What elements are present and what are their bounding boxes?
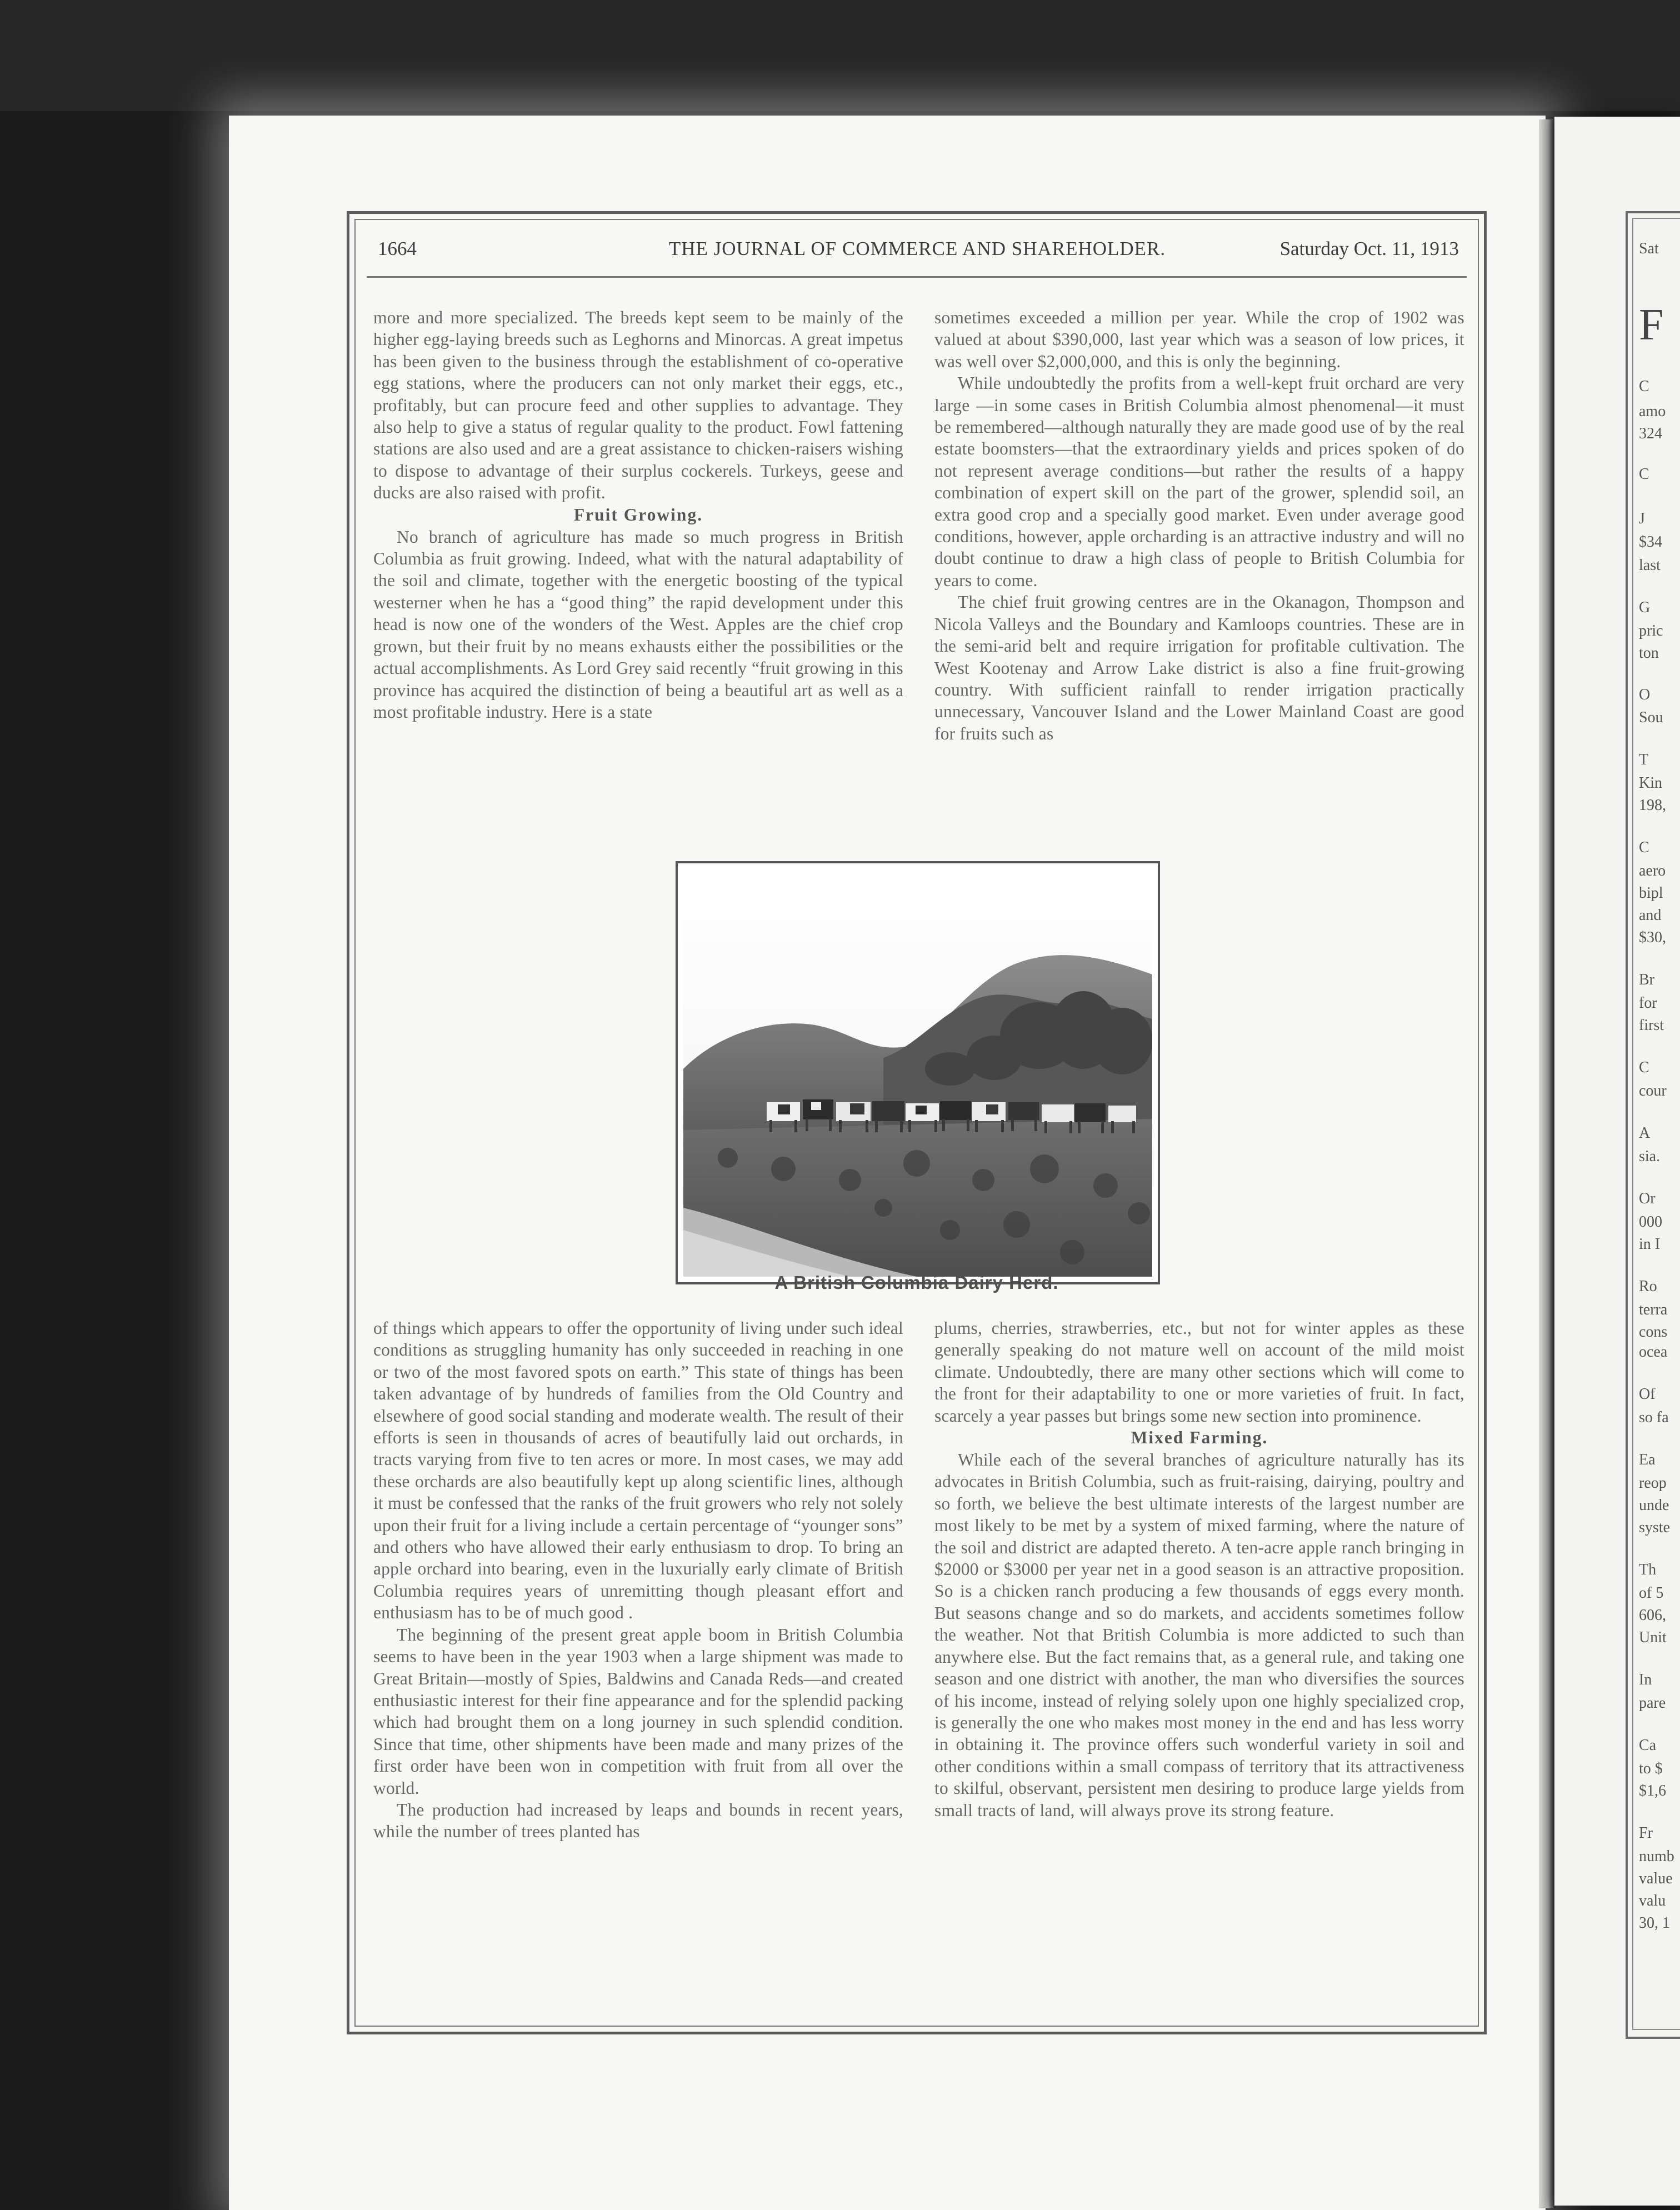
next-page-fragment: sia. [1639,1148,1661,1165]
next-page-fragment: C [1639,466,1649,483]
next-page-fragment: C [1639,1059,1649,1076]
next-page-fragment: Of [1639,1386,1656,1403]
next-page-fragment: Ca [1639,1737,1657,1754]
paragraph: more and more specialized. The breeds kept seem to be mainly of the higher egg-laying breeds such as Leghorns and Minorcas. A great impetus has been given to the business through the establishment of co-operative egg stations, where the producers can not only market their eggs, etc., profitably, but can procure feed and other supplies to advantage. They also help to give a status of regular quality to the product. Fowl fattening stations are also used and are a great assistance to chicken-raisers wishing to dispose to advantage of their surplus cockerels. Turkeys, geese and ducks are also raised with profit. [373,308,903,503]
scan-background [0,0,1680,111]
next-page-fragment: 324 [1639,425,1662,442]
next-page-fragment: for [1639,994,1657,1012]
dairy-herd-photo-image [683,869,1152,1277]
next-page-fragment: $34 [1639,533,1662,551]
next-page-fragment: reop [1639,1474,1667,1492]
paragraph: The production had increased by leaps and bounds in recent years, while the number of trees planted has [373,1799,903,1842]
section-heading-fruit-growing: Fruit Growing. [573,504,703,524]
next-page-fragment: valu [1639,1892,1666,1909]
next-page-fragment: A [1639,1124,1651,1142]
next-page-fragment: in I [1639,1236,1661,1253]
next-page-fragment: F [1639,301,1664,349]
next-page-fragment: Sat [1639,240,1659,257]
next-page-fragment: Th [1639,1561,1657,1578]
photo-dairy-herd [676,861,1160,1284]
next-page-fragment: Sou [1639,709,1663,726]
paragraph: The chief fruit growing centres are in the Okanagon, Thompson and Nicola Valleys and the Boundary and Kamloops countries. These are in the semi-arid belt and require irrigation for profitable cultivation. The West Kootenay and Arrow Lake district is also a fine fruit-growing country. With sufficient rainfall to render irrigation practically unnecessary, Vancouver Island and the Lower Mainland Coast are good for fruits such as [934,592,1464,743]
photo-caption: A British Columbia Dairy Herd. [774,1272,1059,1293]
next-page-fragment: Br [1639,971,1654,988]
next-page-fragment: aero [1639,862,1666,879]
next-page-fragment: T [1639,751,1649,768]
next-page-fragment: 30, 1 [1639,1914,1670,1932]
adjacent-page-frame-inner [1632,218,1680,2030]
publication-title: THE JOURNAL OF COMMERCE AND SHAREHOLDER. [668,238,1166,259]
paragraph: plums, cherries, strawberries, etc., but not for winter apples as these generally speaking do not mature well on account of the mild moist climate. Undoubtedly, there are many other sections which will come to the front for their adaptability to one or more varieties of fruit. In fact, scarcely a year passes but brings some new section into prominence. [934,1318,1464,1426]
section-heading-mixed-farming: Mixed Farming. [1131,1428,1268,1448]
next-page-fragment: pric [1639,622,1663,639]
paragraph: No branch of agriculture has made so much progress in British Columbia as fruit growing. Indeed, what with the natural adaptability of the soil and climate, together with the energetic boosting of the typical westerner when he has a “good thing” the rapid development under this head is now one of the wonders of the West. Apples are the chief crop grown, but their fruit by no means exhausts either the possibilities or the actual accomplishments. As Lord Grey said recently “fruit growing in this province has acquired the distinction of being a beautiful art as well as a most profitable industry. Here is a state [373,527,903,722]
next-page-fragment: 000 [1639,1213,1662,1231]
paragraph: of things which appears to offer the opportunity of living under such ideal conditions as struggling humanity has only succeeded in reaching in one or two of the most favored spots on earth.” This state of things has been taken advantage of by hundreds of families from the Old Country and elsewhere of good social standing and moderate wealth. The result of their efforts is seen in thousands of acres of beautifully laid out orchards, in tracts varying from five to ten acres or more. In most cases, we may add these orchards are also beautifully kept up along scientific lines, although it must be confessed that the ranks of the fruit growers who rely not solely upon their fruit for a living include a certain percentage of “younger sons” and others who have allowed their early enthusiasm to drop. To bring an apple orchard into bearing, even in the luxurially early climate of British Columbia requires years of unremitting though pleasant effort and enthusiasm has to be of much good . [373,1318,903,1623]
paragraph: sometimes exceeded a million per year. While the crop of 1902 was valued at about $390,000, last year which was a season of low prices, it was well over $2,000,000, and this is only the beginning. [934,308,1464,371]
running-header [376,238,1459,271]
next-page-fragment: 606, [1639,1607,1666,1624]
paragraph: While undoubtedly the profits from a well-kept fruit orchard are very large —in some cases in British Columbia almost phenomenal—it must be remembered—although naturally they are made good use of by the real estate boomsters—that the extraordinary yields and prices spoken of do not represent average conditions—but rather the results of a happy combination of expert skill on the part of the grower, splendid soil, an extra good crop and a specially good market. Even under average good conditions, however, apple orcharding is an attractive industry and will no doubt continue to draw a high class of people to British Columbia for years to come. [934,373,1464,590]
paragraph: While each of the several branches of agriculture naturally has its advocates in British Columbia, such as fruit-raising, dairying, poultry and so forth, we believe the best ultimate interests of the largest number are most likely to be met by a system of mixed farming, where the nature of the soil and district are adapted thereto. A ten-acre apple ranch bringing in $2000 or $3000 per year net in a good season is an attractive proposition. So is a chicken ranch producing a few thousands of eggs every month. But seasons change and so do markets, and accidents sometimes follow the weather. Not that British Columbia is more addicted to such than anywhere else. But the fact remains that, as a general rule, and taking one season and one district with another, the man who diversifies the sources of his income, instead of relying solely upon one highly specialized crop, is generally the one who makes most money in the end and has less worry in obtaining it. The province offers such wonderful variety in soil and other conditions within a small compass of territory that its attractiveness to skilful, observant, persistent men desiring to produce large yields from small tracts of land, will always prove its strong feature. [934,1450,1464,1820]
next-page-fragment: 198, [1639,797,1666,814]
next-page-fragment: cour [1639,1082,1667,1099]
paragraph: The beginning of the present great apple boom in British Columbia seems to have been in the year 1903 when a large shipment was made to Great Britain—mostly of Spies, Baldwins and Canada Reds—and created enthusiastic interest for their fine appearance and for the splendid packing which had brought them on a long journey in such splendid condition. Since that time, other shipments have been made and many prizes of the first order have been won in competition with fruit from all over the world. [373,1624,903,1798]
next-page-fragment: to $ [1639,1760,1663,1777]
article-column-4 [934,1317,1464,1821]
next-page-fragment: amo [1639,403,1666,420]
next-page-fragment: J [1639,510,1645,527]
next-page-fragment: In [1639,1671,1652,1688]
next-page-fragment: Fr [1639,1824,1653,1842]
next-page-fragment: first [1639,1017,1664,1034]
next-page-fragment: C [1639,839,1649,856]
next-page-fragment: ton [1639,644,1659,662]
next-page-fragment: ocea [1639,1343,1668,1361]
next-page-fragment: value [1639,1870,1673,1887]
article-column-1 [373,307,903,723]
next-page-fragment: Or [1639,1190,1656,1207]
next-page-fragment: unde [1639,1497,1669,1514]
page-number: 1664 [378,238,417,259]
next-page-fragment: syste [1639,1519,1670,1536]
next-page-fragment: and [1639,907,1662,924]
next-page-fragment: so fa [1639,1409,1669,1426]
next-page-fragment: O [1639,686,1651,703]
page-edge-shadow [1539,119,1554,2208]
next-page-fragment: cons [1639,1323,1668,1341]
next-page-fragment: terra [1639,1301,1668,1318]
next-page-fragment: G [1639,599,1651,616]
next-page-fragment: of 5 [1639,1584,1664,1602]
next-page-fragment: Kin [1639,774,1662,792]
issue-date: Saturday Oct. 11, 1913 [1279,238,1459,259]
next-page-fragment: C [1639,378,1649,395]
next-page-fragment: Ro [1639,1278,1657,1295]
header-rule [367,276,1467,278]
next-page-fragment: $1,6 [1639,1782,1666,1799]
next-page-fragment: numb [1639,1848,1674,1865]
next-page-fragment: bipl [1639,884,1663,902]
next-page-fragment: $30, [1639,929,1666,946]
next-page-fragment: pare [1639,1694,1666,1712]
article-column-2 [934,307,1464,744]
next-page-fragment: Unit [1639,1629,1667,1646]
next-page-fragment: Ea [1639,1451,1656,1468]
next-page-fragment: last [1639,557,1661,574]
article-column-3 [373,1317,903,1843]
